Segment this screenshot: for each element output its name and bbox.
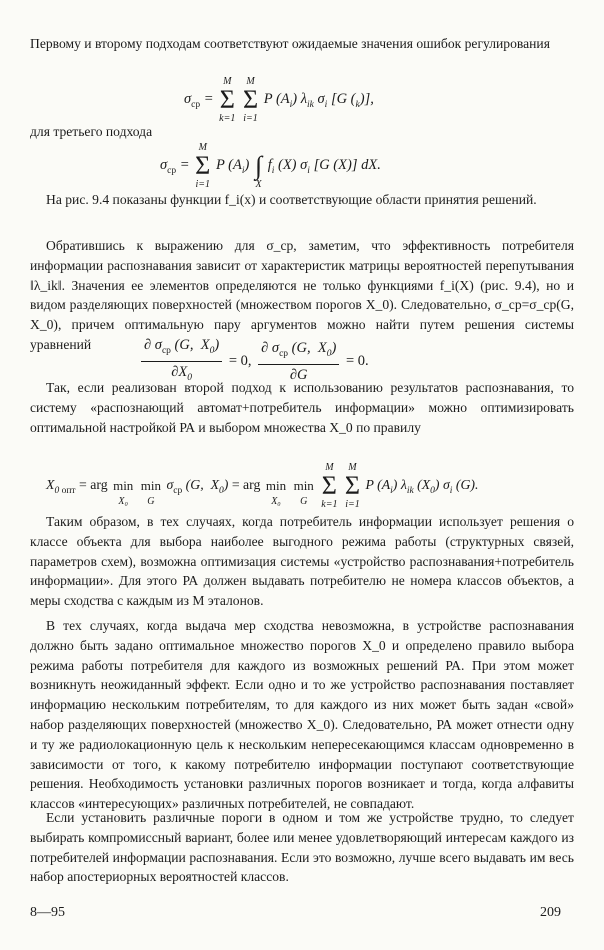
paragraph-5: Так, если реализован второй подход к использованию результатов распознавания, то систему «распознающий автомат+потребитель информации» можно оптимизировать оптимальной настройкой РА и выбором множества X_0 по правилу bbox=[30, 380, 574, 435]
paragraph-4: Обратившись к выражению для σ_ср, заметим, что эффективность потребителя информации распознавания зависит от характеристик матрицы вероятностей перепутывания ‖λ_ik‖. Значения ее элементов определяются не только функциями f_i(X) (рис. 9.4), но и видом разделяющих поверхностей (множеством порогов X_0). Следовательно, σ_ср=σ_ср(G, X_0), причем оптимальную пару аргументов можно найти путем решения системы уравнений bbox=[30, 238, 574, 352]
paragraph-3: На рис. 9.4 показаны функции f_i(x) и соответствующие области принятия решений. bbox=[46, 192, 537, 207]
paragraph-2: для третьего подхода bbox=[30, 124, 153, 139]
paragraph-6: Таким образом, в тех случаях, когда потребитель информации использует решения о классе объекта для выбора наиболее выгодного режима работы (структурных связей, параметров схем), возможна оптимизация системы «устройство распознавания+потребитель информации». Для этого РА должен выдавать потребителю не номера классов объектов, а меры сходства с каждым из M эталонов. bbox=[30, 514, 574, 609]
equation-3-render: $\frac{\partial \sigma_{ср} (G, X_0)}{\partial X_0}$ = 0, $\frac{\partial \sigma_{ср} (G, X_0)}{\partial G}$ = 0. bbox=[138, 353, 369, 369]
paragraph-8: Если установить различные пороги в одном и том же устройстве трудно, то следует выбирать компромиссный вариант, более или менее удовлетворяющий интересам каждого из потребителей информации распознавания. Если это возможно, лучше всего выдавать им весь набор апостериорных вероятностей классов. bbox=[30, 810, 574, 885]
printer-signature: 8—95 bbox=[30, 905, 65, 920]
paragraph-1: Первому и второму подходам соответствуют ожидаемые значения ошибок регулирования bbox=[30, 36, 550, 51]
equation-1 bbox=[0, 76, 604, 124]
equation-4-render: $X_{0 опт}$ = arg min X₀ min G $\sigma_{ср}$ (G, $X_0$) = arg min X₀ min G M Σ k=1 M Σ i=1 P $(A_i)$ $\lambda_{ik}$ $(X_0)$ $\sigma_i$ (G). bbox=[46, 462, 479, 510]
equation-4 bbox=[0, 462, 604, 510]
equation-2 bbox=[0, 142, 604, 190]
page-number: 209 bbox=[540, 905, 561, 920]
equation-1-render: $\sigma_{ср}$ = M Σ k=1 M Σ i=1 P $(A_i)$ $\lambda_{ik}$ $\sigma_i$ [G $(_k)$], bbox=[184, 76, 374, 124]
equation-2-render: $\sigma_{ср}$ = M Σ i=1 P $(A_i)$ ∫ X $f_i$ (X) $\sigma_i$ [G (X)] dX. bbox=[160, 142, 381, 190]
paragraph-7: В тех случаях, когда выдача мер сходства невозможна, в устройстве распознавания должно быть задано оптимальное множество порогов X_0 и определено правило выбора режима работы потребителя для каждого из возможных решений РА. При этом может возникнуть неожиданный эффект. Если одно и то же устройство распознавания поставляет информацию нескольким потребителям, то для каждого из них может быть задан «свой» набор разделяющих поверхностей (множество X_0). Следовательно, РА может отнести одну и ту же радиолокационную цель к нескольким непересекающимся классам одновременно в зависимости от того, к какому потребителю информации поступают соответствующие решения. Необходимость установки различных порогов возникает и тогда, когда алфавиты классов «интересующих» различных потребителей, не совпадают. bbox=[30, 618, 574, 812]
